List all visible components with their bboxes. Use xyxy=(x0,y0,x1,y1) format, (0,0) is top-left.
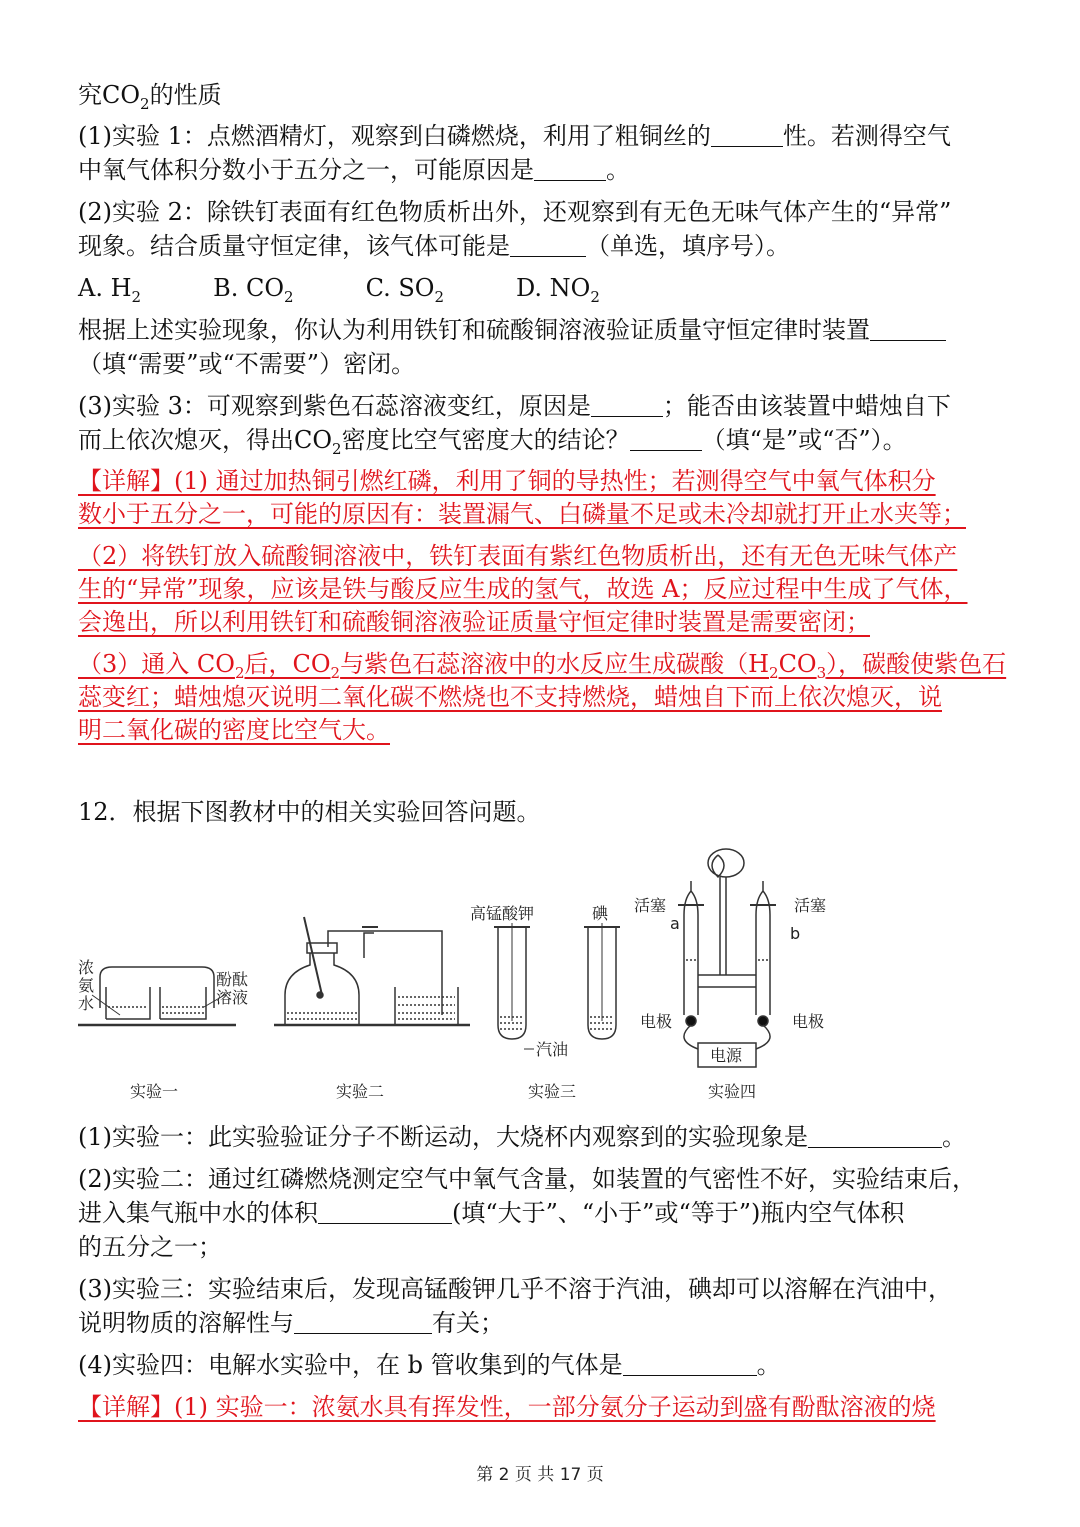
answer-blank[interactable] xyxy=(318,1199,452,1224)
caption-exp1: 实验一 xyxy=(130,1082,179,1101)
answer-blank[interactable] xyxy=(591,392,663,417)
label-power: 电源 xyxy=(710,1046,743,1065)
q11-part1-line2: 中氧气体积分数小于五分之一，可能原因是 。 xyxy=(78,156,630,184)
q11-part3-line2: 而上依次熄灭，得出$CO_2$密度比空气密度大的结论？ （填“是”或“否”）。 xyxy=(78,426,907,458)
label-ammonia-1: 浓 xyxy=(78,958,95,977)
q11-part2-line1: (2)实验 2：除铁钉表面有红色物质析出外，还观察到有无色无味气体产生的“异常” xyxy=(78,198,952,226)
q12-part2-line3: 的五分之一； xyxy=(78,1233,222,1261)
answer-blank[interactable] xyxy=(510,232,586,257)
answer-blank[interactable] xyxy=(630,426,702,451)
label-valve-right: 活塞 xyxy=(794,896,827,915)
q12-answer-line1: 【详解】(1) 实验一：浓氨水具有挥发性，一部分氨分子运动到盛有酚酞溶液的烧 xyxy=(78,1393,936,1421)
caption-exp3: 实验三 xyxy=(528,1082,577,1101)
label-kmno4: 高锰酸钾 xyxy=(470,904,535,923)
option-c: C. $SO_2$ xyxy=(365,274,444,306)
q11-part2-line4: （填“需要”或“不需要”）密闭。 xyxy=(78,350,416,378)
experiment-4-diagram xyxy=(678,849,776,1067)
label-ammonia-3: 水 xyxy=(78,994,95,1013)
q12-part2-line2: 进入集气瓶中水的体积 (填“大于”、“小于”或“等于”)瓶内空气体积 xyxy=(78,1199,905,1227)
q12-title: 12．根据下图教材中的相关实验回答问题。 xyxy=(78,798,541,826)
answer-blank[interactable] xyxy=(294,1309,432,1334)
answer-blank[interactable] xyxy=(711,122,783,147)
q11-answer-line7: 蕊变红；蜡烛熄灭说明二氧化碳不燃烧也不支持燃烧，蜡烛自下而上依次熄灭，说 xyxy=(78,683,942,711)
q11-answer-line3: （2）将铁钉放入硫酸铜溶液中，铁钉表面有紫红色物质析出，还有无色无味气体产 xyxy=(78,542,958,570)
answer-blank[interactable] xyxy=(534,156,606,181)
label-electrode-right: 电极 xyxy=(792,1012,825,1031)
answer-blank[interactable] xyxy=(623,1351,757,1376)
label-ammonia-2: 氨 xyxy=(78,976,95,995)
label-gasoline: 汽油 xyxy=(536,1040,569,1059)
label-phenol-1: 酚酞 xyxy=(216,970,249,989)
q11-answer-line6: （3）通入 $CO_2$后，$CO_2$与紫色石蕊溶液中的水反应生成碳酸$(H_2CO_3)$，碳酸使紫色石 xyxy=(78,650,1007,682)
label-valve-left: 活塞 xyxy=(634,896,667,915)
q11-options xyxy=(78,271,672,314)
q12-part3-line1: (3)实验三：实验结束后，发现高锰酸钾几乎不溶于汽油，碘却可以溶解在汽油中， xyxy=(78,1275,952,1303)
experiment-2-diagram xyxy=(274,917,470,1025)
q11-part2-line3: 根据上述实验现象，你认为利用铁钉和硫酸铜溶液验证质量守恒定律时装置 xyxy=(78,313,946,347)
q11-answer-line2: 数小于五分之一，可能的原因有：装置漏气、白磷量不足或未冷却就打开止水夹等； xyxy=(78,500,966,528)
q11-answer-line1: 【详解】(1) 通过加热铜引燃红磷，利用了铜的导热性；若测得空气中氧气体积分 xyxy=(78,467,936,495)
answer-blank[interactable] xyxy=(870,316,946,341)
page-footer: 第 2 页 共 17 页 xyxy=(476,1465,604,1485)
continuation-line: 究$CO_2$的性质 xyxy=(78,81,222,113)
q11-part1-line1: (1)实验 1：点燃酒精灯，观察到白磷燃烧，利用了粗铜丝的 性。若测得空气 xyxy=(78,122,951,150)
option-b: B. $CO_2$ xyxy=(213,274,294,306)
q11-answer-line5: 会逸出，所以利用铁钉和硫酸铜溶液验证质量守恒定律时装置是需要密闭； xyxy=(78,608,870,636)
q12-part3-line2: 说明物质的溶解性与 有关； xyxy=(78,1309,504,1337)
q12-part1: (1)实验一：此实验验证分子不断运动，大烧杯内观察到的实验现象是 。 xyxy=(78,1123,966,1151)
caption-exp4: 实验四 xyxy=(708,1082,757,1101)
experiment-figure xyxy=(78,835,838,1105)
answer-blank[interactable] xyxy=(808,1123,942,1148)
q12-part4: (4)实验四：电解水实验中，在 b 管收集到的气体是 。 xyxy=(78,1351,781,1379)
label-a: a xyxy=(670,914,680,933)
experiment-1-diagram xyxy=(78,967,236,1025)
q11-answer-line8: 明二氧化碳的密度比空气大。 xyxy=(78,716,390,744)
label-phenol-2: 溶液 xyxy=(216,988,249,1007)
q11-answer-line4: 生的“异常”现象，应该是铁与酸反应生成的氢气，故选 A；反应过程中生成了气体， xyxy=(78,575,968,603)
q12-part2-line1: (2)实验二：通过红磷燃烧测定空气中氧气含量，如装置的气密性不好，实验结束后， xyxy=(78,1165,976,1193)
q11-part2-line2: 现象。结合质量守恒定律，该气体可能是 （单选，填序号）。 xyxy=(78,232,790,260)
label-b: b xyxy=(790,924,801,943)
experiment-3-diagram xyxy=(494,923,620,1049)
q11-part3-line1: (3)实验 3：可观察到紫色石蕊溶液变红，原因是 ；能否由该装置中蜡烛自下 xyxy=(78,392,951,420)
caption-exp2: 实验二 xyxy=(336,1082,385,1101)
label-electrode-left: 电极 xyxy=(640,1012,673,1031)
option-d: D. $NO_2$ xyxy=(516,274,600,306)
option-a: A. $H_2$ xyxy=(78,274,142,306)
label-iodine: 碘 xyxy=(592,904,609,923)
